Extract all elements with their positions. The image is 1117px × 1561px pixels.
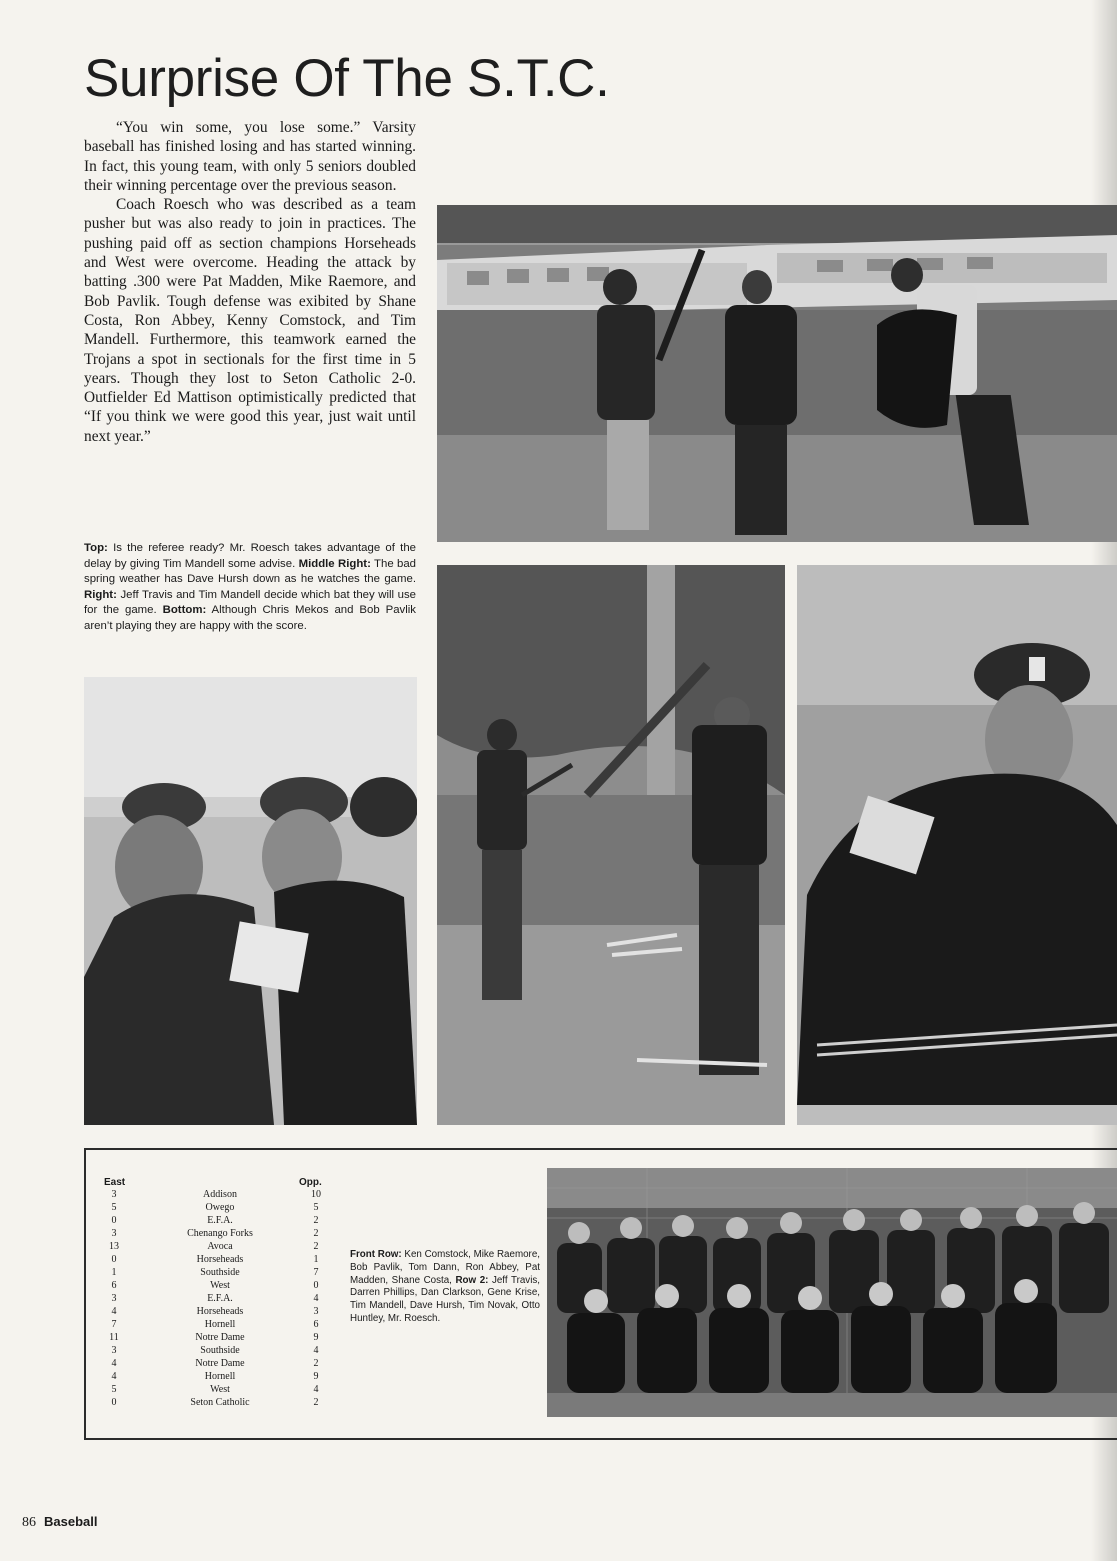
season-scores-list bbox=[94, 1188, 334, 1409]
score-opponent-name: E.F.A. bbox=[207, 1293, 233, 1304]
caption-top-label: Top: bbox=[84, 542, 108, 554]
article-body bbox=[84, 118, 416, 446]
score-opponent-name: Addison bbox=[203, 1189, 237, 1200]
score-row bbox=[94, 1331, 334, 1344]
score-opponent: 2 bbox=[313, 1228, 319, 1239]
score-opponent: 5 bbox=[313, 1202, 319, 1213]
score-east: 11 bbox=[109, 1332, 119, 1343]
roster-front-label: Front Row: bbox=[350, 1249, 402, 1260]
roster-row2-label: Row 2: bbox=[455, 1274, 489, 1286]
score-row bbox=[94, 1344, 334, 1357]
page-number: 86 bbox=[22, 1515, 36, 1530]
score-opponent-name: E.F.A. bbox=[207, 1215, 233, 1226]
score-east: 4 bbox=[111, 1358, 117, 1369]
score-east: 0 bbox=[111, 1254, 117, 1265]
score-opponent: 3 bbox=[313, 1306, 319, 1317]
score-row bbox=[94, 1253, 334, 1266]
score-opponent: 1 bbox=[313, 1254, 319, 1265]
score-row bbox=[94, 1305, 334, 1318]
caption-right-text: Jeff Travis and Tim Mandell decide which bat they will use for the game. bbox=[84, 588, 416, 616]
score-row bbox=[94, 1383, 334, 1396]
score-east: 13 bbox=[109, 1241, 119, 1252]
score-opponent-name: West bbox=[210, 1280, 230, 1291]
page-footer bbox=[22, 1514, 97, 1531]
score-opponent: 2 bbox=[313, 1215, 319, 1226]
record-opp-header: Opp. bbox=[299, 1177, 322, 1188]
score-opponent-name: Horseheads bbox=[196, 1254, 244, 1265]
score-opponent: 9 bbox=[313, 1332, 319, 1343]
score-east: 7 bbox=[111, 1319, 117, 1330]
caption-bottom-text: Although Chris Mekos and Bob Pavlik aren’t playing they are happy with the score. bbox=[84, 604, 416, 632]
score-opponent-name: Owego bbox=[205, 1202, 235, 1213]
caption-top-text: Is the referee ready? Mr. Roesch takes advantage of the delay by giving Tim Mandell some advise. bbox=[84, 542, 416, 570]
score-opponent-name: Avoca bbox=[207, 1241, 233, 1252]
score-opponent: 4 bbox=[313, 1384, 319, 1395]
score-east: 3 bbox=[111, 1228, 117, 1239]
record-east-header: East bbox=[104, 1177, 126, 1188]
score-opponent-name: Notre Dame bbox=[195, 1332, 245, 1343]
score-row bbox=[94, 1396, 334, 1409]
score-row bbox=[94, 1357, 334, 1370]
score-opponent-name: Southside bbox=[200, 1345, 240, 1356]
photo-top-field bbox=[437, 205, 1117, 542]
caption-middle-text: The bad spring weather has Dave Hursh down as he watches the game. bbox=[84, 557, 416, 585]
roster-front-text: Ken Comstock, Mike Raemore, Bob Pavlik, Tom Dann, Ron Abbey, Pat Madden, Shane Costa, bbox=[350, 1249, 540, 1286]
score-east: 3 bbox=[111, 1293, 117, 1304]
score-opponent: 2 bbox=[313, 1358, 319, 1369]
score-row bbox=[94, 1201, 334, 1214]
score-east: 0 bbox=[111, 1397, 117, 1408]
score-opponent-name: Hornell bbox=[204, 1371, 236, 1382]
score-opponent: 2 bbox=[313, 1241, 319, 1252]
score-opponent: 0 bbox=[313, 1280, 319, 1291]
score-row bbox=[94, 1227, 334, 1240]
caption-bottom-label: Bottom: bbox=[162, 604, 207, 616]
score-row bbox=[94, 1214, 334, 1227]
photo-caption bbox=[84, 541, 416, 634]
score-opponent: 2 bbox=[313, 1397, 319, 1408]
score-row bbox=[94, 1240, 334, 1253]
score-row bbox=[94, 1292, 334, 1305]
score-east: 1 bbox=[111, 1267, 117, 1278]
score-opponent-name: Southside bbox=[200, 1267, 240, 1278]
score-opponent: 10 bbox=[311, 1189, 321, 1200]
score-opponent-name: Notre Dame bbox=[195, 1358, 245, 1369]
score-east: 5 bbox=[111, 1384, 117, 1395]
score-row bbox=[94, 1188, 334, 1201]
team-roster-caption bbox=[350, 1249, 540, 1326]
score-opponent: 7 bbox=[313, 1267, 319, 1278]
score-opponent: 4 bbox=[313, 1293, 319, 1304]
score-east: 5 bbox=[111, 1202, 117, 1213]
score-opponent: 9 bbox=[313, 1371, 319, 1382]
page-title: Surprise Of The S.T.C. bbox=[84, 49, 610, 108]
photo-bottom-bench bbox=[84, 677, 417, 1125]
score-east: 6 bbox=[111, 1280, 117, 1291]
roster-row2-text: Jeff Travis, Darren Phillips, Dan Clarkson, Gene Krise, Tim Mandell, Dave Hursh, Tim Novak, Otto Huntley, Mr. Roesch. bbox=[350, 1274, 540, 1324]
score-opponent: 4 bbox=[313, 1345, 319, 1356]
caption-middle-label: Middle Right: bbox=[298, 557, 371, 570]
score-opponent-name: Chenango Forks bbox=[187, 1228, 253, 1239]
score-opponent-name: Hornell bbox=[204, 1319, 236, 1330]
photo-middle-batters bbox=[437, 565, 785, 1125]
score-row bbox=[94, 1370, 334, 1383]
article-paragraph: Coach Roesch who was described as a team pusher but was also ready to join in practices. The pushing paid off as section champions Horseheads and West were overcome. Heading the attack by batting .300 were Pat Madden, Mike Raemore, and Bob Pavlik. Tough defense was exibited by Shane Costa, Ron Abbey, Kenny Comstock, and Tim Mandell. Furthermore, this teamwork earned the Trojans a spot in sectionals for the first time in 5 years. Though they lost to Seton Catholic 2-0. Outfielder Ed Mattison optimistically predicted that “If you think we were good this year, just wait until next year.” bbox=[84, 196, 416, 445]
photo-right-dugout bbox=[797, 565, 1117, 1125]
score-row bbox=[94, 1318, 334, 1331]
score-east: 3 bbox=[111, 1345, 117, 1356]
score-opponent: 6 bbox=[313, 1319, 319, 1330]
article-paragraph: “You win some, you lose some.” Varsity baseball has finished losing and has started winning. In fact, this young team, with only 5 seniors doubled their winning percentage over the previous season. bbox=[84, 119, 416, 194]
caption-right-label: Right: bbox=[84, 588, 117, 601]
score-east: 4 bbox=[111, 1306, 117, 1317]
score-row bbox=[94, 1266, 334, 1279]
score-east: 3 bbox=[111, 1189, 117, 1200]
score-opponent-name: Horseheads bbox=[196, 1306, 244, 1317]
section-name: Baseball bbox=[44, 1514, 98, 1529]
score-opponent-name: West bbox=[210, 1384, 230, 1395]
score-east: 4 bbox=[111, 1371, 117, 1382]
score-opponent-name: Seton Catholic bbox=[190, 1397, 250, 1408]
score-row bbox=[94, 1279, 334, 1292]
score-east: 0 bbox=[111, 1215, 117, 1226]
